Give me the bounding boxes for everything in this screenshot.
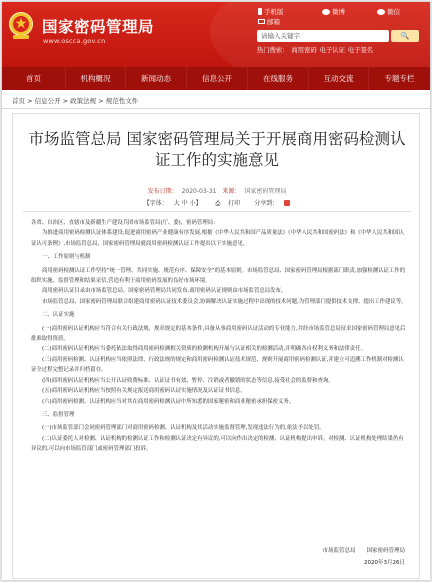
hot-search-term[interactable]: 电子签名: [347, 47, 374, 54]
section-heading: 三、监督管理: [42, 411, 75, 418]
weibo-link-label: 微博: [332, 8, 345, 16]
article-meta: [13, 186, 421, 195]
paragraph: (四)商用密码认证机构应当公开认证收费标准、认证证书有效、暂停、注销或者撤销的状态等信息,接受社会的监督和查询。: [42, 377, 334, 384]
print-icon: ⎙: [215, 200, 221, 207]
article-title: 市场监管总局 国家密码管理局关于开展商用密码检测认证工作的实施意见: [28, 130, 406, 169]
site-url: www.oscca.gov.cn: [43, 37, 106, 45]
paragraph: (一)商用密码认证机构应当符合有关行政法规、规章规定的基本条件,具备从事商用密码认证活动的专业能力,并经市场监管总局征求国家密码管理局意见后批准取得资质。: [31, 325, 406, 343]
signature-date: 2020年3月26日: [364, 560, 405, 566]
national-emblem-icon[interactable]: [8, 11, 34, 41]
main-nav: [2, 67, 430, 90]
nav-news[interactable]: 新闻动态: [126, 67, 187, 90]
share-label: 分享到：: [254, 200, 279, 207]
signature-orgs: 市场监管总局 国家密码管理局: [322, 548, 405, 554]
search-input[interactable]: 请输入关键字: [257, 30, 389, 42]
paragraph: (一)市场监管部门会同密码管理部门对商用密码检测、认证机构及其活动实施监督管理,发现违法行为的,依法予以处罚。: [42, 425, 325, 432]
top-links: [252, 5, 424, 27]
mail-link[interactable]: [258, 17, 280, 26]
nav-special-topics[interactable]: 专题专栏: [384, 74, 415, 83]
paragraph: 市场监管总局、国家密码管理局联合组建商用密码认证技术委员会,协调解决认证实施过程中出现的技术问题,为管理部门提供技术支撑、提出工作建议等。: [42, 298, 407, 305]
share-icon: [284, 200, 290, 206]
wechat-icon: [377, 9, 385, 15]
share-button[interactable]: [251, 200, 293, 207]
hot-search-term[interactable]: 商用密码: [291, 47, 317, 54]
hot-search: [257, 46, 425, 55]
site-header: [2, 2, 430, 67]
paragraph: (二)商用密码认证机构应当委托依法取得商用密码检测相关资质的检测机构开展与认证相关的检测活动,并明确各自权利义务和法律责任。: [42, 346, 366, 353]
breadcrumb[interactable]: 首页 > 信息公开 > 政策法规 > 规范性文件: [12, 97, 139, 105]
source-label: 来源：: [222, 188, 241, 195]
weibo-link[interactable]: [322, 7, 345, 16]
phone-icon: [258, 8, 262, 15]
paragraph: (五)商用密码认证机构应当按照有关规定报送商用密码认证实施情况及认证证书信息。: [42, 388, 246, 395]
addressee: 各省、自治区、直辖市及新疆生产建设兵团市场监管局(厅、委)，密码管理局：: [31, 220, 219, 226]
mobile-version-link[interactable]: [258, 7, 284, 16]
breadcrumb-divider: [2, 108, 430, 109]
hot-search-term[interactable]: 电子认证: [319, 47, 345, 54]
section-heading: 一、工作原则与机制: [42, 254, 91, 261]
browser-page: [2, 2, 430, 580]
published-label: 发布日期：: [147, 188, 178, 195]
paragraph: 商用密码检测认证工作坚持“统一管理、共同实施、规范有序、保障安全”的基本原则。市场监管总局、国家密码管理局根据部门职责,加强检测认证工作的组织实施、监督管理和结果采信,营造有利于商用密码发展的良好市场环境。: [31, 267, 406, 285]
nav-organization[interactable]: 机构概况: [66, 67, 126, 90]
mail-icon: [258, 19, 265, 24]
paragraph: (六)商用密码检测、认证机构应当对其在商用密码检测认证中所知悉的国家秘密和商业秘密承担保密义务。: [42, 398, 295, 405]
source-value: 国家密码管理局: [244, 188, 287, 195]
weibo-icon: [322, 9, 330, 15]
article-card: [12, 113, 420, 579]
published-date: 2020-03-31: [181, 188, 217, 195]
hot-search-label: 热门搜索：: [257, 47, 289, 54]
font-size-switch[interactable]: [141, 200, 205, 207]
title-divider: [23, 211, 411, 212]
wechat-link[interactable]: [377, 7, 400, 16]
mail-link-label: 邮箱: [267, 18, 280, 26]
nav-interaction[interactable]: 互动交流: [309, 67, 369, 90]
paragraph: 商用密码认证目录由市场监管总局、国家密码管理局共同发布,商用密码认证规则由市场监管总局发布。: [42, 288, 287, 295]
paragraph: 为推进商用密码检测认证体系建设,促进商用密码产业健康有序发展,根据《中华人民共和国产品质量法》《中华人民共和国密码法》和《中华人民共和国认证认可条例》,市场监管总局、国家密码管理局就商用密码检测认证工作提出以下实施意见。: [31, 230, 404, 247]
paragraph: (三)商用密码检测、认证机构应当依照法律、行政法规的规定和商用密码检测认证技术规范、规则开展商用密码检测认证,并建立可追溯工作机制对检测认证全过程完整记录并归档留存。: [31, 356, 404, 374]
section-heading: 二、认证实施: [42, 312, 75, 319]
wechat-link-label: 微信: [387, 8, 400, 16]
font-sizes[interactable]: 大 中 小】: [173, 200, 202, 207]
print-button[interactable]: [213, 200, 244, 207]
article-tools: [13, 198, 421, 208]
site-title[interactable]: 国家密码管理局: [42, 18, 155, 36]
paragraph: (二)认证委托人对检测、认证机构的检测认证工作和检测认证决定有异议的,可以向作出决定的检测、认证机构提出申诉。对检测、认证机构处理结果仍有异议的,可以向市场监管部门或密码管理部门投诉。: [31, 435, 404, 453]
mobile-link-label: 手机版: [264, 8, 284, 16]
search-button[interactable]: 🔍: [391, 30, 419, 42]
nav-online-service[interactable]: 在线服务: [248, 67, 309, 90]
nav-home[interactable]: 首页: [2, 67, 66, 90]
article-body: [31, 218, 409, 455]
print-label: 打印: [228, 200, 241, 207]
font-label: 【字体：: [143, 200, 168, 207]
nav-info-disclosure[interactable]: 信息公开: [187, 67, 248, 90]
